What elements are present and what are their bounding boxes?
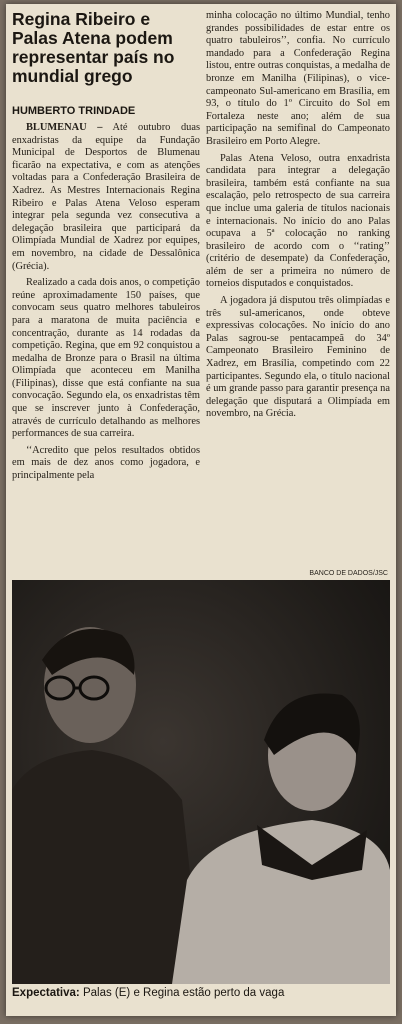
photo-image [12, 580, 390, 984]
paragraph: Palas Atena Veloso, outra enxadrista candidata para integrar a delegação brasileira, também está confiante na sua escalação, pelo retrospecto de sua carreira que inclue uma galeria de títulos nacionais e internacionais. No início do ano Palas ocupava a 5ª colocação no ranking brasileiro de acordo com o ‘‘rating’’ (critério de desempate) da Confederação, além de ser a primeira no número de torneios disputados e conquistados. [206, 152, 390, 290]
paragraph: ‘‘Acredito que pelos resultados obtidos em mais de dez anos como jogadora, e principalmente pela [12, 444, 200, 482]
caption-text: Palas (E) e Regina estão perto da vaga [79, 987, 285, 999]
article-column-2 [206, 10, 390, 421]
paragraph [12, 122, 200, 273]
article-column-1 [12, 122, 200, 483]
photo [12, 580, 390, 984]
dateline: BLUMENAU – [26, 122, 103, 133]
paragraph: minha colocação no último Mundial, tenho grandes possibilidades de estar entre os quatro tabuleiros’’, confia. No currículo mandado para a Confederação Regina listou, entre outras conquistas, a medalha de bronze em Manilha (Filipinas), o vice-campeonato Sul-americano em Brasília, em 93, o título do 1º Circuito do Sol em Fortaleza neste ano; além de sua participação na semifinal do Campeonato Brasileiro em Porto Alegre. [206, 10, 390, 147]
byline: HUMBERTO TRINDADE [12, 105, 136, 117]
newspaper-clipping [6, 4, 396, 1016]
caption-lead: Expectativa: [12, 987, 80, 999]
paragraph: A jogadora já disputou três olimpíadas e três sul-americanos, onde obteve expressivas colocações. No início do ano Palas sagrou-se pentacampeã do 34º Campeonato Brasileiro Feminino de Xadrez, em Brasília, competindo com 22 participantes. Segundo ela, o título nacional é um grande passo para garantir presença na delegação que disputará a Olimpíada em novembro, na Grécia. [206, 295, 390, 420]
photo-caption [12, 987, 392, 999]
paragraph-text: Até outubro duas enxadristas da equipe da Fundação Municipal de Desportos de Blumenau ficarão na expectativa, e com as atenções voltadas para a Confederação Brasileira de Xadrez. As Mestres Internacionais Regina Ribeiro e Palas Atena Veloso esperam integrar pela segunda vez consecutiva a delegação brasileira que participará da Olimpíada Mundial de Xadrez por equipes, em novembro, na cidade de Dessalônica (Grécia). [12, 122, 200, 272]
paragraph: Realizado a cada dois anos, o competição reúne aproximadamente 150 países, que convocam seus quatro melhores tabuleiros para a maratona de muita paciência e concentração, durante as 14 rodadas da competição. Regina, que em 92 conquistou a medalha de Bronze para o Brasil na última Olimpíada que aconteceu em Manilha (Filipinas), disse que está confiante na sua convocação. Segundo ela, os enxadristas têm que se inscrever junto à Confederação, através de currículo detalhando as melhores performances de sua carreira. [12, 277, 200, 440]
headline: Regina Ribeiro e Palas Atena podem representar país no mundial grego [12, 9, 175, 86]
photo-credit: BANCO DE DADOS/JSC [309, 570, 388, 577]
